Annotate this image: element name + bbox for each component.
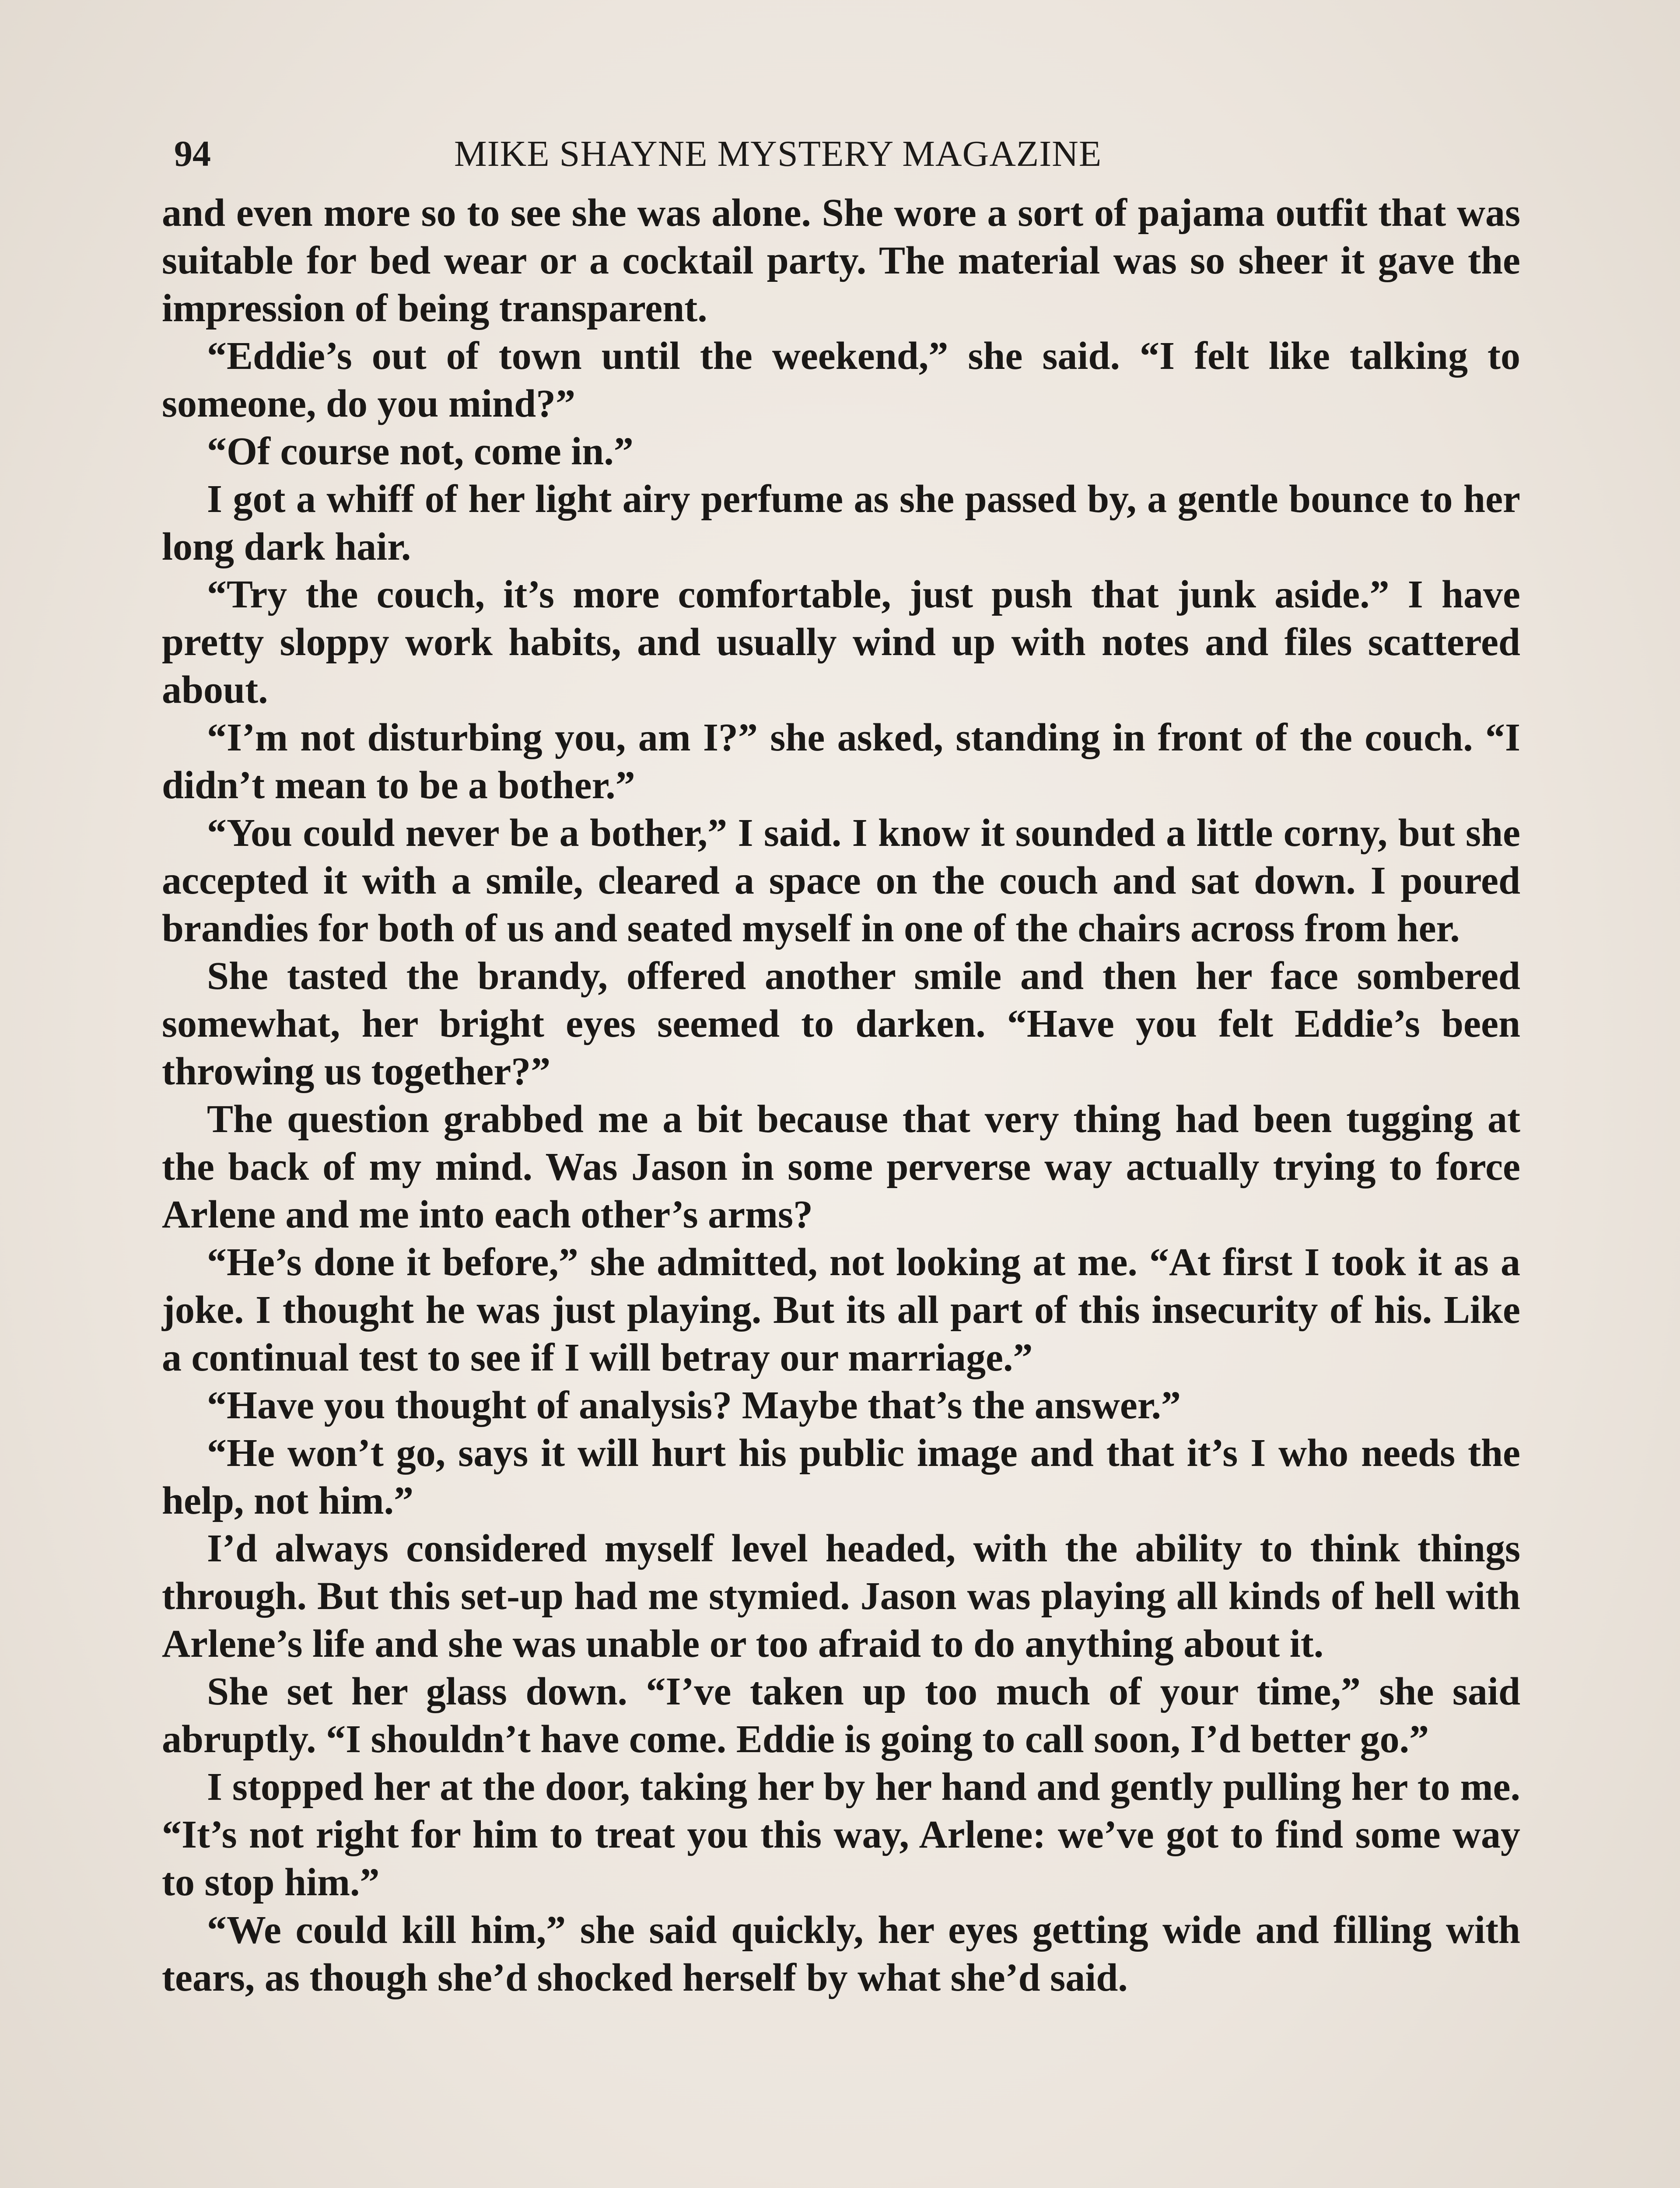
paragraph: “We could kill him,” she said quickly, her eyes getting wide and filling with tears, as though she’d shocked herself by what she’d said. — [162, 1908, 1520, 1999]
paragraph: “He won’t go, says it will hurt his public image and that it’s I who needs the help, not him.” — [162, 1431, 1520, 1522]
paragraph: The question grabbed me a bit because that very thing had been tugging at the back of my mind. Was Jason in some perverse way actually trying to force Arlene and me into each other’s arms? — [162, 1098, 1520, 1236]
running-title: MIKE SHAYNE MYSTERY MAGAZINE — [454, 133, 1102, 174]
page-header — [162, 128, 1518, 180]
paragraph: “Eddie’s out of town until the weekend,” she said. “I felt like talking to someone, do you mind?” — [162, 334, 1520, 425]
story-text — [162, 189, 1520, 2002]
paragraph: “You could never be a bother,” I said. I know it sounded a little corny, but she accepted it with a smile, cleared a space on the couch and sat down. I poured brandies for both of us and seated myself in one of the chairs across from her. — [162, 811, 1520, 950]
paragraph: She set her glass down. “I’ve taken up too much of your time,” she said abruptly. “I shouldn’t have come. Eddie is going to call soon, I’d better go.” — [162, 1670, 1520, 1761]
paragraph: I’d always considered myself level headed, with the ability to think things through. But this set-up had me stymied. Jason was playing all kinds of hell with Arlene’s life and she was unable or too afraid to do anything about it. — [162, 1527, 1520, 1666]
paragraph: She tasted the brandy, offered another smile and then her face sombered somewhat, her bright eyes seemed to darken. “Have you felt Eddie’s been throwing us together?” — [162, 954, 1520, 1093]
paragraph: and even more so to see she was alone. She wore a sort of pajama outfit that was suitable for bed wear or a cocktail party. The material was so sheer it gave the impression of being transparent. — [162, 191, 1520, 330]
paragraph: “I’m not disturbing you, am I?” she asked, standing in front of the couch. “I didn’t mean to be a bother.” — [162, 716, 1520, 807]
paragraph: “Try the couch, it’s more comfortable, just push that junk aside.” I have pretty sloppy work habits, and usually wind up with notes and files scattered about. — [162, 573, 1520, 712]
page-number: 94 — [174, 133, 211, 174]
paragraph: I stopped her at the door, taking her by her hand and gently pulling her to me. “It’s not right for him to treat you this way, Arlene: we’ve got to find some way to stop him.” — [162, 1765, 1520, 1904]
paragraph: “He’s done it before,” she admitted, not looking at me. “At first I took it as a joke. I thought he was just playing. But its all part of this insecurity of his. Like a continual test to see if I will betray our marriage.” — [162, 1241, 1520, 1379]
paragraph: “Have you thought of analysis? Maybe that’s the answer.” — [207, 1384, 1181, 1427]
paragraph: I got a whiff of her light airy perfume as she passed by, a gentle bounce to her long dark hair. — [162, 477, 1520, 568]
paragraph: “Of course not, come in.” — [207, 430, 634, 473]
